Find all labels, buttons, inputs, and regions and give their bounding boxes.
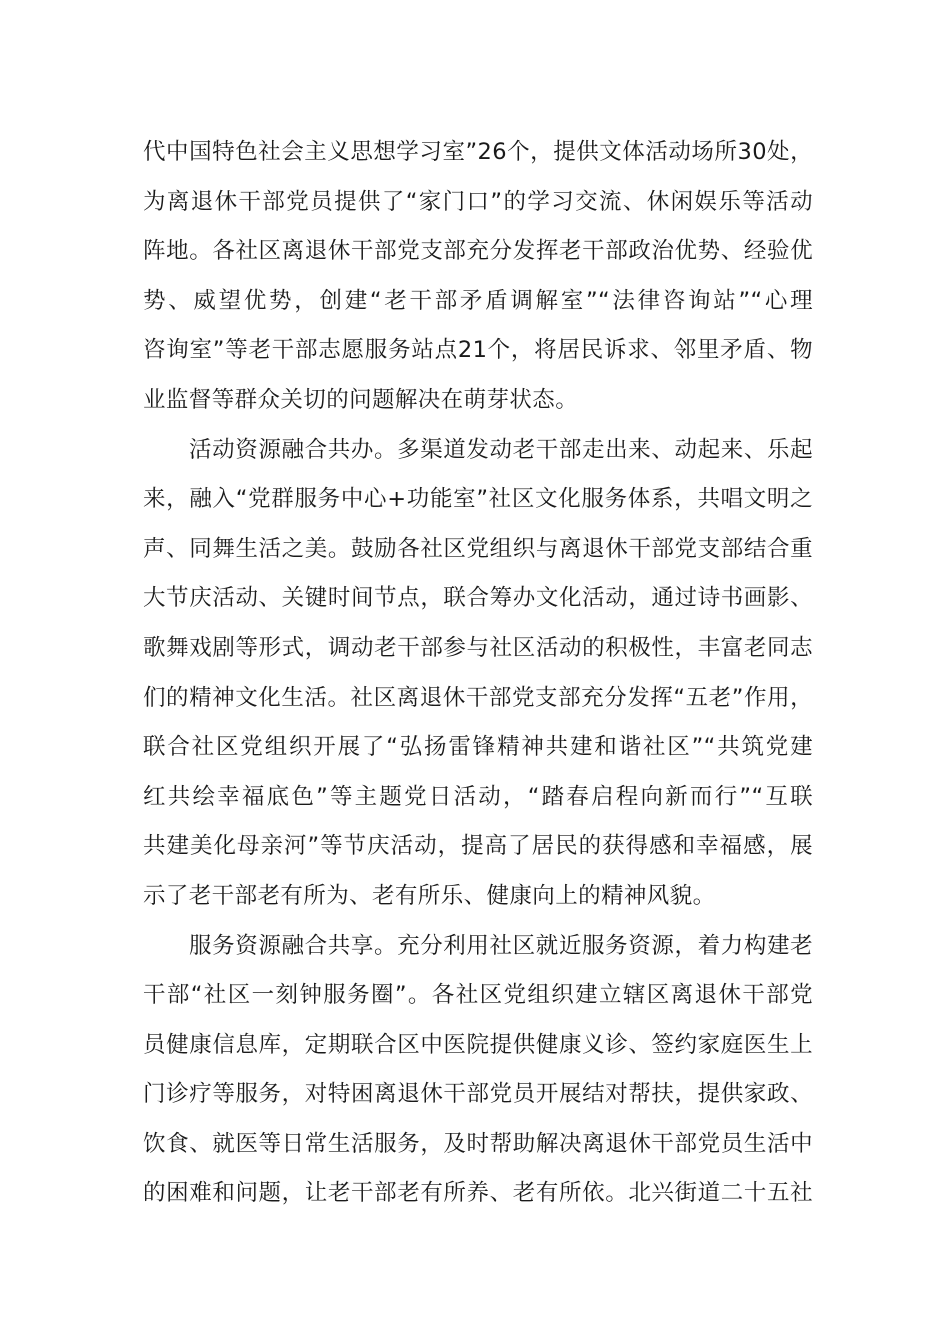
- paragraph-1-line-5: 咨询室”等老干部志愿服务站点21个，将居民诉求、邻里矛盾、物: [143, 337, 813, 364]
- paragraph-2-line-9: 共建美化母亲河”等节庆活动，提高了居民的获得感和幸福感，展: [143, 833, 813, 860]
- paragraph-1-line-6: 业监督等群众关切的问题解决在萌芽状态。: [143, 386, 579, 413]
- paragraph-3-line-2: 干部“社区一刻钟服务圈”。各社区党组织建立辖区离退休干部党: [143, 982, 813, 1009]
- paragraph-2-line-2: 来，融入“党群服务中心+功能室”社区文化服务体系，共唱文明之: [143, 486, 813, 513]
- paragraph-1-line-1: 代中国特色社会主义思想学习室”26个，提供文体活动场所30处，: [143, 139, 813, 165]
- paragraph-1: [143, 128, 813, 426]
- paragraph-2-line-6: 们的精神文化生活。社区离退休干部党支部充分发挥“五老”作用，: [143, 684, 813, 711]
- paragraph-3-line-3: 员健康信息库，定期联合区中医院提供健康义诊、签约家庭医生上: [143, 1031, 813, 1058]
- paragraph-2-line-1: 活动资源融合共办。多渠道发动老干部走出来、动起来、乐起: [189, 436, 813, 463]
- paragraph-3-line-6: 的困难和问题，让老干部老有所养、老有所依。北兴街道二十五社: [143, 1180, 813, 1207]
- paragraph-1-line-3: 阵地。各社区离退休干部党支部充分发挥老干部政治优势、经验优: [143, 238, 813, 265]
- paragraph-2-line-7: 联合社区党组织开展了“弘扬雷锋精神共建和谐社区”“共筑党建: [143, 734, 813, 761]
- paragraph-3-line-1: 服务资源融合共享。充分利用社区就近服务资源，着力构建老: [189, 932, 813, 959]
- paragraph-1-line-2: 为离退休干部党员提供了“家门口”的学习交流、休闲娱乐等活动: [143, 188, 813, 215]
- paragraph-2-line-10: 示了老干部老有所为、老有所乐、健康向上的精神风貌。: [143, 882, 716, 909]
- paragraph-2: [143, 426, 813, 922]
- paragraph-3: [143, 922, 813, 1220]
- document-body: [143, 128, 813, 1219]
- paragraph-2-line-3: 声、同舞生活之美。鼓励各社区党组织与离退休干部党支部结合重: [143, 535, 813, 562]
- paragraph-2-line-8: 红共绘幸福底色”等主题党日活动，“踏春启程向新而行”“互联: [143, 783, 813, 810]
- paragraph-2-line-4: 大节庆活动、关键时间节点，联合筹办文化活动，通过诗书画影、: [143, 585, 813, 612]
- paragraph-3-line-4: 门诊疗等服务，对特困离退休干部党员开展结对帮扶，提供家政、: [143, 1081, 813, 1108]
- paragraph-2-line-5: 歌舞戏剧等形式，调动老干部参与社区活动的积极性，丰富老同志: [143, 634, 813, 661]
- paragraph-1-line-4: 势、威望优势，创建“老干部矛盾调解室”“法律咨询站”“心理: [143, 287, 813, 314]
- paragraph-3-line-5: 饮食、就医等日常生活服务，及时帮助解决离退休干部党员生活中: [143, 1130, 813, 1157]
